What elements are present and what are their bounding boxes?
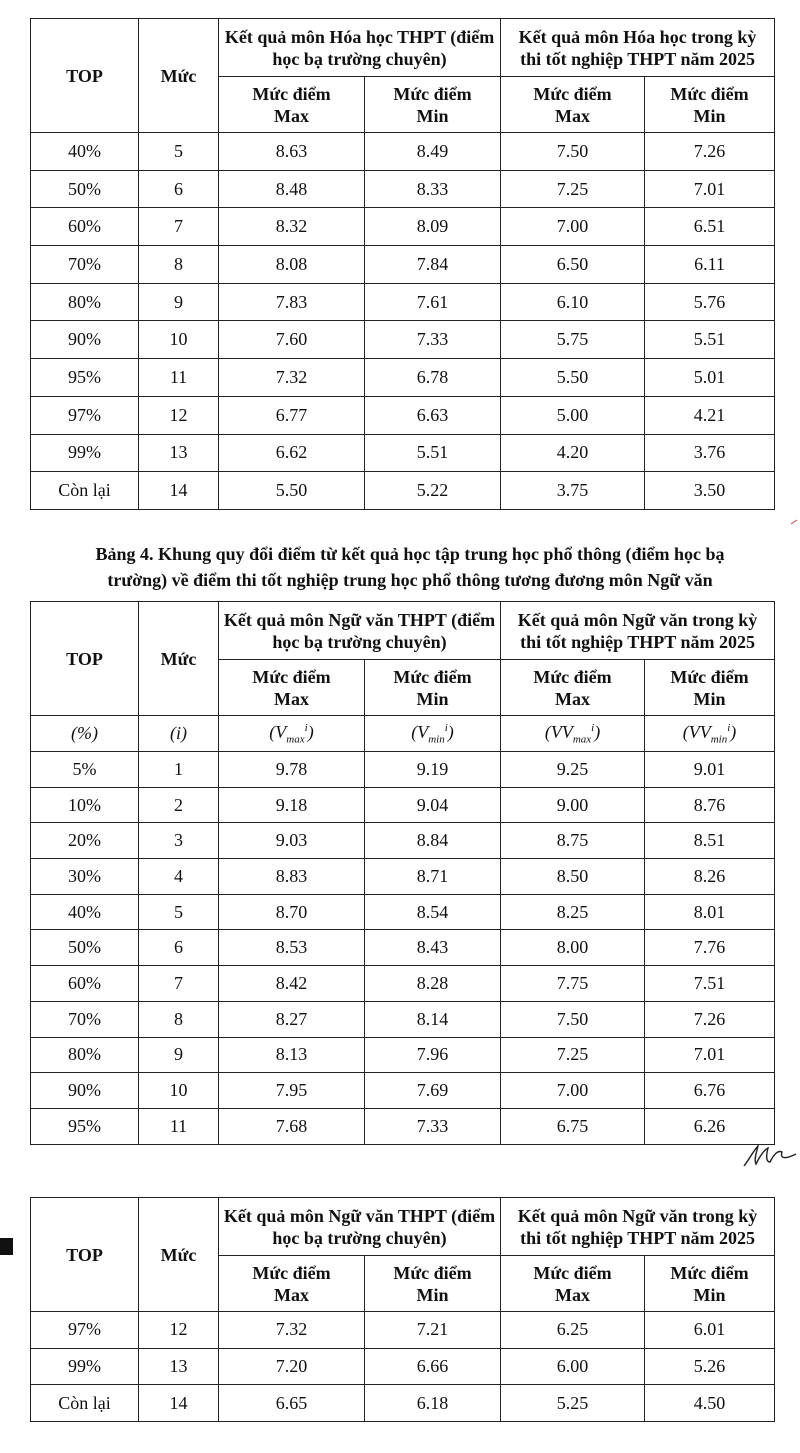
col-header-top: TOP bbox=[31, 602, 139, 716]
exam-max-cell: 7.25 bbox=[501, 1037, 645, 1073]
table-row bbox=[31, 930, 775, 966]
level-cell: 3 bbox=[139, 823, 219, 859]
school-min-cell: 8.33 bbox=[365, 170, 501, 208]
exam-min-cell: 8.01 bbox=[645, 894, 775, 930]
exam-min-cell: 7.26 bbox=[645, 133, 775, 171]
school-max-cell: 8.83 bbox=[219, 859, 365, 895]
top-cell: 30% bbox=[31, 859, 139, 895]
top-cell: 90% bbox=[31, 1073, 139, 1109]
table-4-caption bbox=[30, 541, 790, 593]
group-header-school: Kết quả môn Ngữ văn THPT (điểm học bạ trường chuyên) bbox=[219, 1198, 501, 1256]
table-row bbox=[31, 321, 775, 359]
level-cell: 14 bbox=[139, 472, 219, 510]
school-min-cell: 7.21 bbox=[365, 1312, 501, 1349]
level-cell: 6 bbox=[139, 930, 219, 966]
table-row bbox=[31, 823, 775, 859]
table-row bbox=[31, 246, 775, 284]
exam-min-cell: 6.76 bbox=[645, 1073, 775, 1109]
exam-min-cell: 6.01 bbox=[645, 1312, 775, 1349]
level-cell: 13 bbox=[139, 1348, 219, 1385]
col-header-school-max: Mức điểm Max bbox=[219, 77, 365, 133]
top-cell: 50% bbox=[31, 930, 139, 966]
school-max-cell: 8.42 bbox=[219, 966, 365, 1002]
level-cell: 9 bbox=[139, 1037, 219, 1073]
exam-max-cell: 3.75 bbox=[501, 472, 645, 510]
col-header-exam-min: Mức điểm Min bbox=[645, 660, 775, 716]
school-min-cell: 8.54 bbox=[365, 894, 501, 930]
group-header-exam: Kết quả môn Hóa học trong kỳ thi tốt nghiệp THPT năm 2025 bbox=[501, 19, 775, 77]
exam-max-cell: 8.75 bbox=[501, 823, 645, 859]
school-max-cell: 7.20 bbox=[219, 1348, 365, 1385]
level-cell: 8 bbox=[139, 1001, 219, 1037]
level-cell: 9 bbox=[139, 283, 219, 321]
school-max-cell: 8.63 bbox=[219, 133, 365, 171]
school-min-cell: 5.51 bbox=[365, 434, 501, 472]
school-min-cell: 8.43 bbox=[365, 930, 501, 966]
school-min-cell: 6.66 bbox=[365, 1348, 501, 1385]
table-row bbox=[31, 472, 775, 510]
table-row bbox=[31, 133, 775, 171]
exam-max-cell: 7.00 bbox=[501, 1073, 645, 1109]
level-cell: 4 bbox=[139, 859, 219, 895]
exam-min-cell: 3.50 bbox=[645, 472, 775, 510]
top-cell: 95% bbox=[31, 1108, 139, 1144]
school-max-cell: 8.27 bbox=[219, 1001, 365, 1037]
literature-conversion-table-continued bbox=[30, 1197, 775, 1422]
level-cell: 6 bbox=[139, 170, 219, 208]
unit-vmax: $(V_{max}^i)$ bbox=[219, 716, 365, 752]
school-max-cell: 9.78 bbox=[219, 752, 365, 788]
top-cell: 10% bbox=[31, 787, 139, 823]
school-max-cell: 6.62 bbox=[219, 434, 365, 472]
exam-min-cell: 7.01 bbox=[645, 1037, 775, 1073]
level-cell: 12 bbox=[139, 1312, 219, 1349]
col-header-exam-max: Mức điểm Max bbox=[501, 1256, 645, 1312]
margin-mark-icon bbox=[790, 518, 798, 526]
unit-vvmin: $(VV_{min}^i)$ bbox=[645, 716, 775, 752]
exam-min-cell: 5.76 bbox=[645, 283, 775, 321]
unit-vmin: $(V_{min}^i)$ bbox=[365, 716, 501, 752]
level-cell: 5 bbox=[139, 133, 219, 171]
exam-min-cell: 7.26 bbox=[645, 1001, 775, 1037]
top-cell: 80% bbox=[31, 283, 139, 321]
top-cell: 70% bbox=[31, 246, 139, 284]
top-cell: 20% bbox=[31, 823, 139, 859]
table-row bbox=[31, 787, 775, 823]
school-min-cell: 7.69 bbox=[365, 1073, 501, 1109]
chemistry-conversion-table bbox=[30, 18, 775, 510]
level-cell: 8 bbox=[139, 246, 219, 284]
school-min-cell: 9.04 bbox=[365, 787, 501, 823]
table-row bbox=[31, 1348, 775, 1385]
level-cell: 10 bbox=[139, 1073, 219, 1109]
exam-min-cell: 5.01 bbox=[645, 359, 775, 397]
school-min-cell: 8.14 bbox=[365, 1001, 501, 1037]
exam-max-cell: 6.25 bbox=[501, 1312, 645, 1349]
literature-continued-table-body bbox=[31, 1312, 775, 1422]
col-header-top: TOP bbox=[31, 19, 139, 133]
exam-min-cell: 8.76 bbox=[645, 787, 775, 823]
table-row bbox=[31, 966, 775, 1002]
school-min-cell: 7.96 bbox=[365, 1037, 501, 1073]
school-max-cell: 7.32 bbox=[219, 359, 365, 397]
school-max-cell: 7.60 bbox=[219, 321, 365, 359]
school-max-cell: 8.13 bbox=[219, 1037, 365, 1073]
level-cell: 13 bbox=[139, 434, 219, 472]
school-min-cell: 9.19 bbox=[365, 752, 501, 788]
school-max-cell: 8.32 bbox=[219, 208, 365, 246]
level-cell: 2 bbox=[139, 787, 219, 823]
top-cell: 40% bbox=[31, 894, 139, 930]
level-cell: 10 bbox=[139, 321, 219, 359]
exam-max-cell: 9.00 bbox=[501, 787, 645, 823]
school-max-cell: 8.48 bbox=[219, 170, 365, 208]
exam-min-cell: 7.01 bbox=[645, 170, 775, 208]
table-row bbox=[31, 859, 775, 895]
exam-min-cell: 8.26 bbox=[645, 859, 775, 895]
literature-conversion-table bbox=[30, 601, 775, 1145]
unit-index: (i) bbox=[139, 716, 219, 752]
table-row bbox=[31, 1073, 775, 1109]
table-row bbox=[31, 1001, 775, 1037]
school-min-cell: 5.22 bbox=[365, 472, 501, 510]
exam-min-cell: 7.51 bbox=[645, 966, 775, 1002]
col-header-exam-max: Mức điểm Max bbox=[501, 77, 645, 133]
top-cell: 99% bbox=[31, 1348, 139, 1385]
school-min-cell: 6.18 bbox=[365, 1385, 501, 1422]
level-cell: 5 bbox=[139, 894, 219, 930]
level-cell: 12 bbox=[139, 396, 219, 434]
group-header-exam: Kết quả môn Ngữ văn trong kỳ thi tốt nghiệp THPT năm 2025 bbox=[501, 1198, 775, 1256]
exam-max-cell: 8.25 bbox=[501, 894, 645, 930]
school-max-cell: 7.68 bbox=[219, 1108, 365, 1144]
top-cell: 97% bbox=[31, 396, 139, 434]
exam-min-cell: 6.26 bbox=[645, 1108, 775, 1144]
col-header-school-max: Mức điểm Max bbox=[219, 660, 365, 716]
col-header-muc: Mức bbox=[139, 602, 219, 716]
level-cell: 1 bbox=[139, 752, 219, 788]
school-max-cell: 9.03 bbox=[219, 823, 365, 859]
exam-min-cell: 9.01 bbox=[645, 752, 775, 788]
exam-min-cell: 6.51 bbox=[645, 208, 775, 246]
top-cell: 40% bbox=[31, 133, 139, 171]
table-row bbox=[31, 1037, 775, 1073]
col-header-school-min: Mức điểm Min bbox=[365, 1256, 501, 1312]
top-cell: 60% bbox=[31, 966, 139, 1002]
level-cell: 11 bbox=[139, 359, 219, 397]
unit-percent: (%) bbox=[31, 716, 139, 752]
school-max-cell: 8.08 bbox=[219, 246, 365, 284]
col-header-school-min: Mức điểm Min bbox=[365, 660, 501, 716]
top-cell: 99% bbox=[31, 434, 139, 472]
exam-max-cell: 5.75 bbox=[501, 321, 645, 359]
school-min-cell: 7.33 bbox=[365, 321, 501, 359]
col-header-exam-min: Mức điểm Min bbox=[645, 1256, 775, 1312]
school-min-cell: 8.28 bbox=[365, 966, 501, 1002]
col-header-top: TOP bbox=[31, 1198, 139, 1312]
top-cell: 50% bbox=[31, 170, 139, 208]
unit-vvmax: $(VV_{max}^i)$ bbox=[501, 716, 645, 752]
level-cell: 11 bbox=[139, 1108, 219, 1144]
exam-min-cell: 6.11 bbox=[645, 246, 775, 284]
level-cell: 14 bbox=[139, 1385, 219, 1422]
exam-max-cell: 7.00 bbox=[501, 208, 645, 246]
caption-line-1: Bảng 4. Khung quy đổi điểm từ kết quả học tập trung học phổ thông (điểm học bạ bbox=[95, 544, 725, 564]
table-row bbox=[31, 434, 775, 472]
school-max-cell: 5.50 bbox=[219, 472, 365, 510]
top-cell: Còn lại bbox=[31, 1385, 139, 1422]
school-min-cell: 8.84 bbox=[365, 823, 501, 859]
top-cell: 80% bbox=[31, 1037, 139, 1073]
signature-initials-icon bbox=[740, 1140, 798, 1170]
col-header-muc: Mức bbox=[139, 19, 219, 133]
col-header-exam-min: Mức điểm Min bbox=[645, 77, 775, 133]
exam-min-cell: 7.76 bbox=[645, 930, 775, 966]
exam-max-cell: 6.50 bbox=[501, 246, 645, 284]
group-header-school: Kết quả môn Hóa học THPT (điểm học bạ trường chuyên) bbox=[219, 19, 501, 77]
exam-min-cell: 5.51 bbox=[645, 321, 775, 359]
school-max-cell: 6.65 bbox=[219, 1385, 365, 1422]
table-row bbox=[31, 208, 775, 246]
table-row bbox=[31, 752, 775, 788]
exam-min-cell: 4.50 bbox=[645, 1385, 775, 1422]
table-row bbox=[31, 283, 775, 321]
school-max-cell: 6.77 bbox=[219, 396, 365, 434]
col-header-exam-max: Mức điểm Max bbox=[501, 660, 645, 716]
table-row bbox=[31, 1312, 775, 1349]
table-row bbox=[31, 894, 775, 930]
top-cell: 97% bbox=[31, 1312, 139, 1349]
exam-min-cell: 3.76 bbox=[645, 434, 775, 472]
top-cell: Còn lại bbox=[31, 472, 139, 510]
group-header-exam: Kết quả môn Ngữ văn trong kỳ thi tốt nghiệp THPT năm 2025 bbox=[501, 602, 775, 660]
school-min-cell: 8.09 bbox=[365, 208, 501, 246]
exam-max-cell: 5.00 bbox=[501, 396, 645, 434]
exam-min-cell: 8.51 bbox=[645, 823, 775, 859]
school-min-cell: 7.61 bbox=[365, 283, 501, 321]
school-max-cell: 9.18 bbox=[219, 787, 365, 823]
school-max-cell: 8.70 bbox=[219, 894, 365, 930]
table-row bbox=[31, 1385, 775, 1422]
exam-max-cell: 7.75 bbox=[501, 966, 645, 1002]
table-row bbox=[31, 170, 775, 208]
chemistry-table-body bbox=[31, 133, 775, 510]
exam-max-cell: 8.50 bbox=[501, 859, 645, 895]
exam-max-cell: 5.25 bbox=[501, 1385, 645, 1422]
exam-min-cell: 5.26 bbox=[645, 1348, 775, 1385]
col-header-school-min: Mức điểm Min bbox=[365, 77, 501, 133]
exam-max-cell: 9.25 bbox=[501, 752, 645, 788]
group-header-school: Kết quả môn Ngữ văn THPT (điểm học bạ trường chuyên) bbox=[219, 602, 501, 660]
col-header-school-max: Mức điểm Max bbox=[219, 1256, 365, 1312]
exam-max-cell: 7.25 bbox=[501, 170, 645, 208]
table-row bbox=[31, 396, 775, 434]
table-row bbox=[31, 359, 775, 397]
top-cell: 95% bbox=[31, 359, 139, 397]
exam-max-cell: 6.75 bbox=[501, 1108, 645, 1144]
level-cell: 7 bbox=[139, 966, 219, 1002]
caption-line-2: trường) về điểm thi tốt nghiệp trung học phổ thông tương đương môn Ngữ văn bbox=[107, 570, 713, 590]
top-cell: 60% bbox=[31, 208, 139, 246]
exam-min-cell: 4.21 bbox=[645, 396, 775, 434]
top-cell: 90% bbox=[31, 321, 139, 359]
exam-max-cell: 8.00 bbox=[501, 930, 645, 966]
table-row bbox=[31, 1108, 775, 1144]
margin-black-mark bbox=[0, 1238, 13, 1255]
school-min-cell: 6.78 bbox=[365, 359, 501, 397]
school-max-cell: 7.32 bbox=[219, 1312, 365, 1349]
school-min-cell: 6.63 bbox=[365, 396, 501, 434]
school-max-cell: 7.95 bbox=[219, 1073, 365, 1109]
exam-max-cell: 4.20 bbox=[501, 434, 645, 472]
exam-max-cell: 6.10 bbox=[501, 283, 645, 321]
exam-max-cell: 6.00 bbox=[501, 1348, 645, 1385]
school-min-cell: 8.71 bbox=[365, 859, 501, 895]
school-min-cell: 7.33 bbox=[365, 1108, 501, 1144]
level-cell: 7 bbox=[139, 208, 219, 246]
col-header-muc: Mức bbox=[139, 1198, 219, 1312]
exam-max-cell: 7.50 bbox=[501, 133, 645, 171]
exam-max-cell: 5.50 bbox=[501, 359, 645, 397]
top-cell: 70% bbox=[31, 1001, 139, 1037]
school-min-cell: 7.84 bbox=[365, 246, 501, 284]
school-max-cell: 8.53 bbox=[219, 930, 365, 966]
school-max-cell: 7.83 bbox=[219, 283, 365, 321]
literature-table-body bbox=[31, 752, 775, 1145]
exam-max-cell: 7.50 bbox=[501, 1001, 645, 1037]
school-min-cell: 8.49 bbox=[365, 133, 501, 171]
top-cell: 5% bbox=[31, 752, 139, 788]
